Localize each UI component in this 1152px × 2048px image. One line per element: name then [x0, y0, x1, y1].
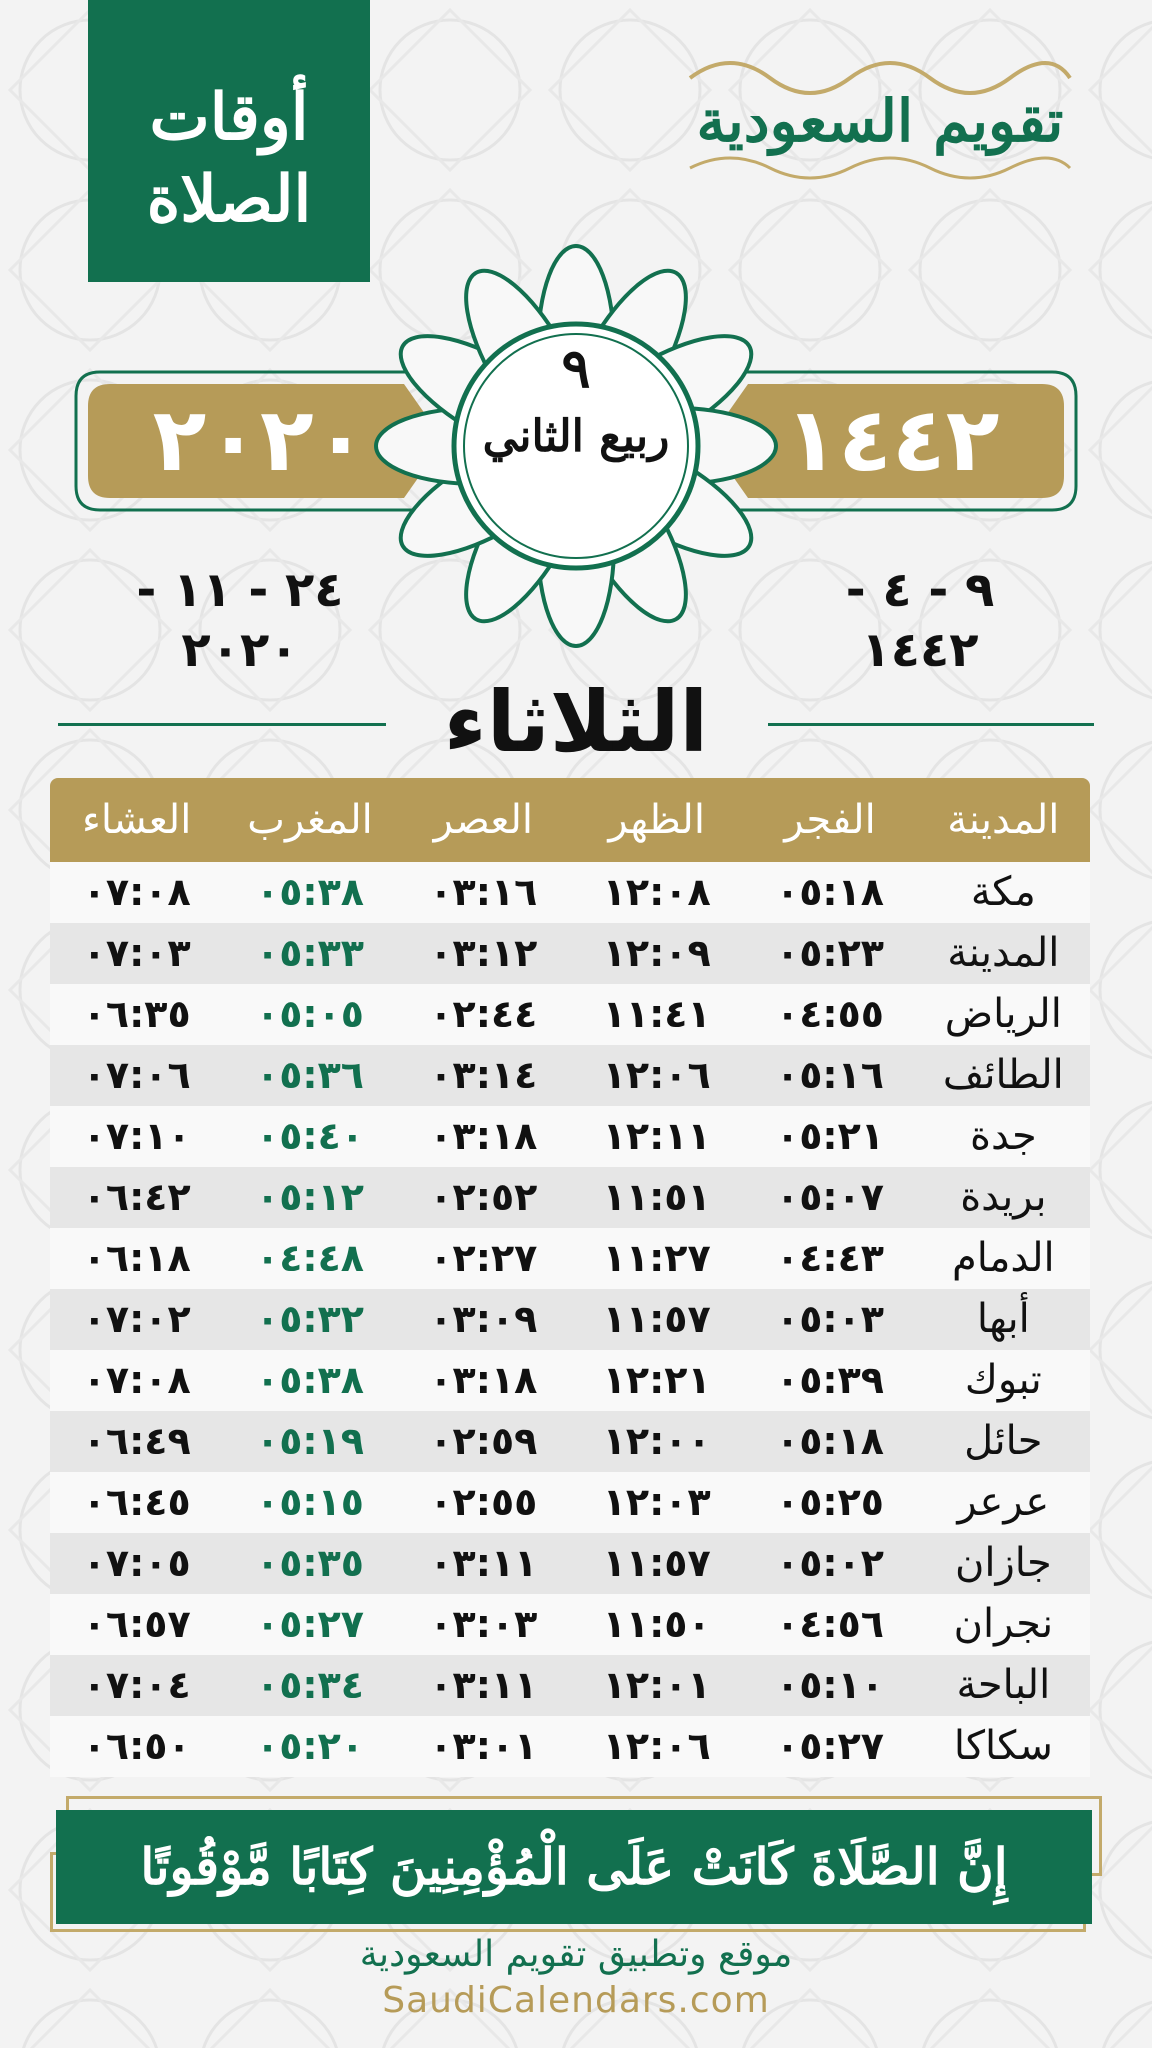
cell-dhuhr: ١٢:٠٣: [602, 1480, 711, 1524]
header-dhuhr: الظهر: [608, 797, 705, 843]
cell-city: جازان: [954, 1540, 1052, 1586]
cell-maghrib: ٠٥:٣٣: [256, 931, 365, 975]
table-header: [50, 778, 1090, 862]
cell-asr: ٠٣:١٨: [429, 1358, 538, 1402]
cell-maghrib: ٠٥:٢٠: [256, 1724, 365, 1768]
header-fajr: الفجر: [784, 797, 876, 843]
cell-isha: ٠٧:٠٤: [82, 1663, 191, 1707]
cell-dhuhr: ١٢:١١: [602, 1114, 711, 1158]
header-isha: العشاء: [82, 797, 192, 843]
cell-city: عرعر: [957, 1479, 1050, 1525]
cell-city: جدة: [969, 1113, 1037, 1159]
prayer-times-title-box: [88, 0, 370, 282]
cell-maghrib: ٠٥:٣٤: [256, 1663, 365, 1707]
cell-isha: ٠٧:٠٢: [82, 1297, 191, 1341]
cell-isha: ٠٧:٠٨: [82, 1358, 191, 1402]
day-name: الثلاثاء: [443, 673, 709, 771]
cell-dhuhr: ١٢:٠٩: [602, 931, 711, 975]
cell-city: نجران: [953, 1601, 1054, 1647]
cell-isha: ٠٧:٠٦: [82, 1053, 191, 1097]
cell-isha: ٠٦:٥٠: [82, 1724, 191, 1768]
saudi-calendar-logo: [670, 38, 1090, 188]
cell-maghrib: ٠٥:٣٢: [256, 1297, 365, 1341]
cell-city: الرياض: [944, 991, 1062, 1037]
cell-city: المدينة: [947, 930, 1060, 976]
prayer-times-table: [50, 778, 1090, 1777]
cell-city: الباحة: [956, 1662, 1051, 1708]
footer-arabic-text: موقع وتطبيق تقويم السعودية: [359, 1934, 793, 1975]
cell-fajr: ٠٥:٢١: [776, 1114, 884, 1158]
table-row: [50, 1350, 1090, 1411]
cell-isha: ٠٦:١٨: [82, 1236, 191, 1280]
table-row: [50, 1655, 1090, 1716]
table-row: [50, 1716, 1090, 1777]
cell-city: سكاكا: [953, 1723, 1053, 1769]
cell-asr: ٠٣:٠٣: [429, 1602, 538, 1646]
gregorian-year: ٢٠٢٠: [152, 388, 368, 491]
cell-city: مكة: [970, 869, 1036, 915]
title-line-1: أوقات: [149, 80, 309, 155]
cell-fajr: ٠٥:٢٧: [776, 1724, 884, 1768]
cell-fajr: ٠٥:١٠: [776, 1663, 884, 1707]
cell-fajr: ٠٥:٠٢: [776, 1541, 884, 1585]
cell-dhuhr: ١٢:٢١: [602, 1358, 711, 1402]
gregorian-date: ٢٤ - ١١ - ٢٠٢٠: [136, 562, 344, 678]
table-row: [50, 1411, 1090, 1472]
cell-fajr: ٠٥:٠٧: [776, 1175, 884, 1219]
cell-asr: ٠٣:١٤: [429, 1053, 538, 1097]
header-maghrib: المغرب: [247, 797, 373, 843]
cell-dhuhr: ١٢:٠٠: [602, 1419, 711, 1463]
cell-city: الطائف: [942, 1052, 1064, 1098]
cell-isha: ٠٦:٤٢: [82, 1175, 191, 1219]
cell-fajr: ٠٥:٠٣: [776, 1297, 884, 1341]
cell-isha: ٠٧:٠٨: [82, 870, 191, 914]
cell-asr: ٠٣:١٨: [429, 1114, 538, 1158]
cell-maghrib: ٠٥:٢٧: [256, 1602, 365, 1646]
header-city: المدينة: [947, 797, 1060, 843]
cell-isha: ٠٦:٤٩: [82, 1419, 191, 1463]
table-row: [50, 1289, 1090, 1350]
table-row: [50, 1106, 1090, 1167]
cell-asr: ٠٢:٤٤: [429, 992, 538, 1036]
header-asr: العصر: [433, 797, 534, 843]
cell-isha: ٠٦:٣٥: [82, 992, 191, 1036]
cell-maghrib: ٠٥:١٢: [256, 1175, 365, 1219]
table-row: [50, 1472, 1090, 1533]
cell-maghrib: ٠٥:٣٥: [256, 1541, 365, 1585]
table-row: [50, 1533, 1090, 1594]
cell-isha: ٠٧:٠٣: [82, 931, 191, 975]
cell-isha: ٠٦:٥٧: [82, 1602, 191, 1646]
table-row: [50, 862, 1090, 923]
hijri-month-name: ربيع الثاني: [482, 411, 670, 462]
table-row: [50, 1594, 1090, 1655]
cell-asr: ٠٢:٢٧: [429, 1236, 538, 1280]
cell-fajr: ٠٤:٤٣: [776, 1236, 884, 1280]
title-line-2: الصلاة: [146, 162, 312, 237]
cell-maghrib: ٠٥:١٥: [256, 1480, 365, 1524]
cell-asr: ٠٣:٠٩: [429, 1297, 538, 1341]
footer-website-link[interactable]: SaudiCalendars.com: [382, 1980, 770, 2021]
cell-fajr: ٠٤:٥٥: [776, 992, 884, 1036]
cell-dhuhr: ١١:٥٠: [602, 1602, 711, 1646]
divider-line-left: [58, 723, 386, 726]
cell-fajr: ٠٥:١٨: [776, 1419, 884, 1463]
cell-maghrib: ٠٥:٤٠: [256, 1114, 365, 1158]
cell-maghrib: ٠٥:٣٨: [256, 1358, 365, 1402]
table-row: [50, 1228, 1090, 1289]
cell-city: أبها: [976, 1296, 1030, 1342]
cell-dhuhr: ١١:٤١: [602, 992, 711, 1036]
table-row: [50, 1045, 1090, 1106]
cell-dhuhr: ١١:٥٧: [602, 1541, 711, 1585]
hijri-date: ٩ - ٤ - ١٤٤٢: [845, 562, 995, 678]
cell-city: تبوك: [964, 1357, 1042, 1403]
cell-dhuhr: ١٢:٠٦: [602, 1053, 711, 1097]
cell-maghrib: ٠٥:٣٨: [256, 870, 365, 914]
cell-maghrib: ٠٤:٤٨: [256, 1236, 365, 1280]
cell-city: الدمام: [951, 1235, 1055, 1281]
table-row: [50, 984, 1090, 1045]
cell-dhuhr: ١٢:٠٦: [602, 1724, 711, 1768]
table-row: [50, 923, 1090, 984]
cell-asr: ٠٣:١٢: [429, 931, 538, 975]
cell-asr: ٠٢:٥٢: [429, 1175, 538, 1219]
cell-asr: ٠٣:٠١: [429, 1724, 538, 1768]
cell-city: بريدة: [960, 1174, 1047, 1220]
cell-fajr: ٠٥:١٦: [776, 1053, 884, 1097]
cell-maghrib: ٠٥:١٩: [256, 1419, 365, 1463]
cell-dhuhr: ١١:٥١: [602, 1175, 711, 1219]
logo-text: تقويم السعودية: [696, 87, 1064, 155]
quran-verse-banner: إِنَّ الصَّلَاةَ كَانَتْ عَلَى الْمُؤْمِنِينَ كِتَابًا مَّوْقُوتًا: [56, 1810, 1092, 1924]
cell-asr: ٠٣:١١: [429, 1663, 538, 1707]
cell-dhuhr: ١١:٢٧: [602, 1236, 711, 1280]
cell-asr: ٠٢:٥٥: [429, 1480, 538, 1524]
table-row: [50, 1167, 1090, 1228]
cell-isha: ٠٧:١٠: [82, 1114, 191, 1158]
cell-fajr: ٠٥:٢٣: [776, 931, 884, 975]
hijri-date-medallion: [368, 238, 784, 654]
cell-fajr: ٠٥:٢٥: [776, 1480, 884, 1524]
hijri-day-number: ٩: [561, 336, 591, 400]
hijri-year: ١٤٤٢: [784, 388, 1000, 491]
cell-fajr: ٠٥:١٨: [776, 870, 884, 914]
cell-maghrib: ٠٥:٠٥: [256, 992, 365, 1036]
table-body: [50, 862, 1090, 1777]
divider-line-right: [768, 723, 1094, 726]
cell-dhuhr: ١٢:٠١: [602, 1663, 711, 1707]
cell-fajr: ٠٤:٥٦: [776, 1602, 884, 1646]
cell-city: حائل: [964, 1418, 1043, 1464]
cell-fajr: ٠٥:٣٩: [776, 1358, 884, 1402]
cell-dhuhr: ١١:٥٧: [602, 1297, 711, 1341]
cell-asr: ٠٣:١١: [429, 1541, 538, 1585]
cell-isha: ٠٦:٤٥: [82, 1480, 191, 1524]
cell-isha: ٠٧:٠٥: [82, 1541, 191, 1585]
cell-asr: ٠٣:١٦: [429, 870, 538, 914]
cell-asr: ٠٢:٥٩: [429, 1419, 538, 1463]
cell-maghrib: ٠٥:٣٦: [256, 1053, 365, 1097]
cell-dhuhr: ١٢:٠٨: [602, 870, 711, 914]
